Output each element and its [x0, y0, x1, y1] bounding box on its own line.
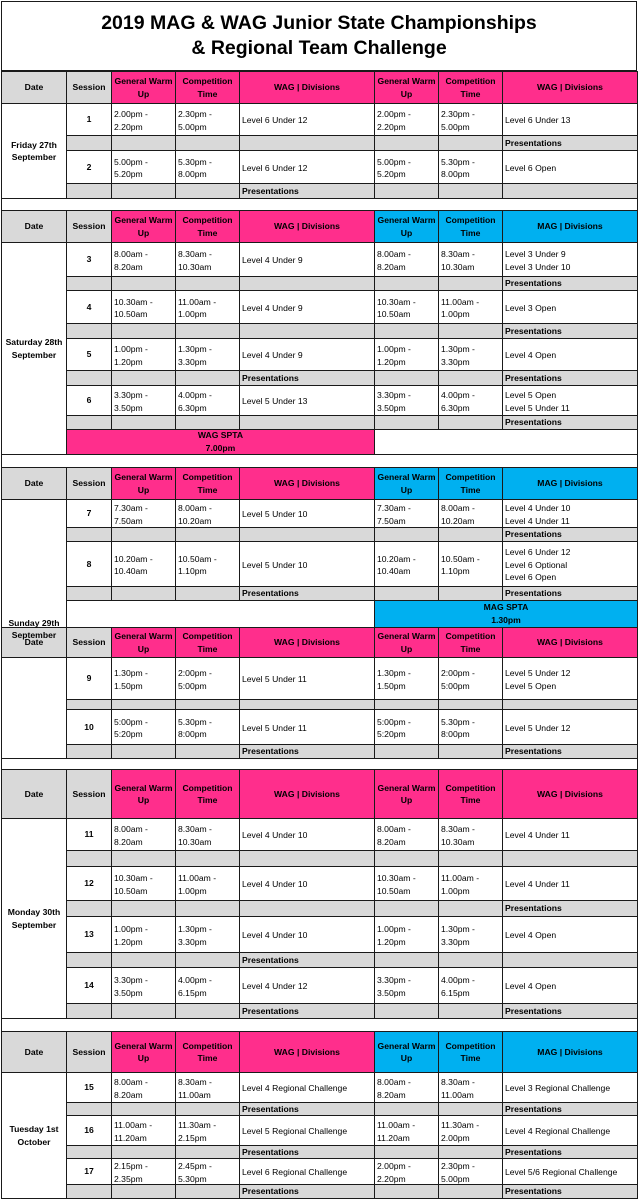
wag-warm-up-header: General Warm Up: [374, 769, 439, 819]
presentations-spacer: [374, 276, 439, 291]
right-division: Level 3 Open: [502, 290, 638, 324]
wag-competition-time-header: Competition Time: [175, 71, 240, 104]
wag-presentations-label: Presentations: [239, 1145, 375, 1159]
date-header: Date: [1, 467, 67, 500]
date-header: Date: [1, 71, 67, 104]
mag-spta-banner: MAG SPTA 1.30pm: [374, 600, 638, 628]
wag-competition-time: 1.30pm - 3.30pm: [175, 916, 240, 953]
right-competition-time: 11.00am - 1.00pm: [438, 866, 503, 901]
presentations-spacer: [438, 850, 503, 867]
presentations-spacer: [438, 415, 503, 430]
date-header: Date: [1, 210, 67, 243]
presentations-spacer: [66, 952, 112, 968]
wag-warm-up-time: 7.30am - 7.50am: [111, 499, 176, 528]
presentations-spacer: [66, 850, 112, 867]
wag-division: Level 4 Under 10: [239, 818, 375, 851]
presentations-spacer: [438, 1102, 503, 1116]
presentations-spacer: [374, 1003, 439, 1019]
day-date: Friday 27th September: [1, 103, 67, 199]
date-header: Date: [1, 769, 67, 819]
right-warm-up-time: 10.30am - 10.50am: [374, 866, 439, 901]
presentations-spacer: [66, 1102, 112, 1116]
presentations-spacer: [66, 1184, 112, 1199]
right-warm-up-time: 10.30am - 10.50am: [374, 290, 439, 324]
presentations-spacer: [438, 527, 503, 542]
session-header: Session: [66, 71, 112, 104]
wag-warm-up-time: 1.30pm - 1.50pm: [111, 657, 176, 700]
wag-competition-time: 4.00pm - 6.30pm: [175, 385, 240, 416]
presentations-spacer: [374, 1102, 439, 1116]
right-presentations-label: Presentations: [502, 135, 638, 151]
wag-spta-banner: WAG SPTA 7.00pm: [66, 429, 375, 455]
right-presentations-label: Presentations: [502, 323, 638, 339]
right-presentations-label: Presentations: [502, 744, 638, 759]
wag-presentations-label: [239, 135, 375, 151]
presentations-spacer: [111, 586, 176, 601]
wag-division: Level 5 Under 13: [239, 385, 375, 416]
wag-division: Level 4 Regional Challenge: [239, 1072, 375, 1103]
presentations-spacer: [438, 135, 503, 151]
right-competition-time: 10.50am - 1.10pm: [438, 541, 503, 587]
right-warm-up-time: 8.00am - 8.20am: [374, 818, 439, 851]
wag-warm-up-time: 8.00am - 8.20am: [111, 1072, 176, 1103]
right-competition-time: 8.30am - 10.30am: [438, 242, 503, 277]
right-competition-time: 1.30pm - 3.30pm: [438, 916, 503, 953]
wag-presentations-label: [239, 415, 375, 430]
session-header: Session: [66, 210, 112, 243]
session-number: 8: [66, 541, 112, 587]
presentations-spacer: [438, 323, 503, 339]
session-number: 3: [66, 242, 112, 277]
right-presentations-label: Presentations: [502, 586, 638, 601]
right-competition-time: 5.30pm - 8:00pm: [438, 709, 503, 745]
session-number: 4: [66, 290, 112, 324]
session-number: 12: [66, 866, 112, 901]
day-spacer: [1, 1018, 638, 1032]
presentations-spacer: [111, 527, 176, 542]
wag-warm-up-time: 11.00am - 11.20am: [111, 1115, 176, 1146]
wag-division: Level 6 Under 12: [239, 103, 375, 136]
wag-warm-up-time: 8.00am - 8.20am: [111, 818, 176, 851]
wag-division: Level 6 Under 12: [239, 150, 375, 184]
presentations-spacer: [111, 323, 176, 339]
presentations-spacer: [374, 900, 439, 917]
wag-divisions-header: WAG | Divisions: [239, 1031, 375, 1073]
presentations-spacer: [111, 135, 176, 151]
presentations-spacer: [374, 850, 439, 867]
wag-presentations-label: Presentations: [239, 1184, 375, 1199]
wag-warm-up-header: General Warm Up: [374, 71, 439, 104]
wag-division: Level 4 Under 10: [239, 866, 375, 901]
right-division: Level 3 Under 9 Level 3 Under 10: [502, 242, 638, 277]
presentations-spacer: [111, 952, 176, 968]
wag-warm-up-time: 10.30am - 10.50am: [111, 866, 176, 901]
wag-presentations-label: [239, 900, 375, 917]
right-division: Level 3 Regional Challenge: [502, 1072, 638, 1103]
wag-warm-up-time: 5.00pm - 5.20pm: [111, 150, 176, 184]
right-presentations-label: Presentations: [502, 1184, 638, 1199]
presentations-spacer: [175, 183, 240, 199]
right-division: Level 4 Open: [502, 967, 638, 1004]
wag-competition-time: 8.30am - 10.30am: [175, 242, 240, 277]
wag-competition-time-header: Competition Time: [175, 1031, 240, 1073]
wag-division: Level 4 Under 9: [239, 290, 375, 324]
presentations-spacer: [175, 370, 240, 386]
presentations-spacer: [175, 586, 240, 601]
wag-competition-time: 2.45pm - 5.30pm: [175, 1158, 240, 1185]
right-division: Level 4 Open: [502, 916, 638, 953]
presentations-spacer: [438, 952, 503, 968]
wag-presentations-label: [239, 527, 375, 542]
presentations-spacer: [175, 323, 240, 339]
right-warm-up-time: 8.00am - 8.20am: [374, 242, 439, 277]
presentations-spacer: [66, 1145, 112, 1159]
session-number: 14: [66, 967, 112, 1004]
wag-warm-up-time: 8.00am - 8.20am: [111, 242, 176, 277]
right-competition-time: 8.00am - 10.20am: [438, 499, 503, 528]
right-presentations-label: Presentations: [502, 1003, 638, 1019]
presentations-spacer: [374, 1145, 439, 1159]
mag-competition-time-header: Competition Time: [438, 210, 503, 243]
presentations-spacer: [175, 952, 240, 968]
date-header: Date: [1, 627, 67, 658]
presentations-spacer: [66, 1003, 112, 1019]
wag-competition-time: 5.30pm - 8.00pm: [175, 150, 240, 184]
wag-division: Level 6 Regional Challenge: [239, 1158, 375, 1185]
session-number: 17: [66, 1158, 112, 1185]
presentations-spacer: [175, 744, 240, 759]
wag-competition-time: 1.30pm - 3.30pm: [175, 338, 240, 371]
wag-division: Level 5 Under 11: [239, 709, 375, 745]
presentations-spacer: [438, 900, 503, 917]
presentations-spacer: [374, 1184, 439, 1199]
wag-presentations-label: [239, 276, 375, 291]
mag-divisions-header: MAG | Divisions: [502, 1031, 638, 1073]
wag-competition-time: 10.50am - 1.10pm: [175, 541, 240, 587]
mag-warm-up-header: General Warm Up: [374, 210, 439, 243]
right-warm-up-time: 11.00am - 11.20am: [374, 1115, 439, 1146]
wag-warm-up-time: 1.00pm - 1.20pm: [111, 916, 176, 953]
day-date: Saturday 28th September: [1, 242, 67, 455]
wag-warm-up-header: General Warm Up: [111, 71, 176, 104]
right-warm-up-time: 1.00pm - 1.20pm: [374, 338, 439, 371]
presentations-spacer: [374, 135, 439, 151]
right-competition-time: 2.30pm - 5.00pm: [438, 103, 503, 136]
wag-warm-up-time: 1.00pm - 1.20pm: [111, 338, 176, 371]
wag-presentations-label: Presentations: [239, 1102, 375, 1116]
session-number: 13: [66, 916, 112, 953]
wag-presentations-label: Presentations: [239, 744, 375, 759]
right-competition-time: 2:00pm - 5:00pm: [438, 657, 503, 700]
presentations-spacer: [66, 276, 112, 291]
wag-competition-time: 11.00am - 1.00pm: [175, 290, 240, 324]
mag-divisions-header: MAG | Divisions: [502, 467, 638, 500]
presentations-spacer: [66, 527, 112, 542]
presentations-spacer: [374, 527, 439, 542]
right-division: Level 6 Open: [502, 150, 638, 184]
presentations-spacer: [374, 370, 439, 386]
right-warm-up-time: 1.00pm - 1.20pm: [374, 916, 439, 953]
wag-competition-time-header: Competition Time: [438, 769, 503, 819]
right-competition-time: 11.30am - 2.00pm: [438, 1115, 503, 1146]
right-presentations-label: [502, 183, 638, 199]
mag-competition-time-header: Competition Time: [438, 467, 503, 500]
right-competition-time: 8.30am - 10.30am: [438, 818, 503, 851]
session-number: 10: [66, 709, 112, 745]
wag-warm-up-time: 5:00pm - 5:20pm: [111, 709, 176, 745]
mag-divisions-header: MAG | Divisions: [502, 210, 638, 243]
presentations-spacer: [111, 900, 176, 917]
presentations-spacer: [111, 183, 176, 199]
right-division: Level 5 Under 12 Level 5 Open: [502, 657, 638, 700]
presentations-spacer: [175, 1145, 240, 1159]
right-warm-up-time: 2.00pm - 2.20pm: [374, 103, 439, 136]
wag-presentations-label: Presentations: [239, 586, 375, 601]
right-competition-time: 4.00pm - 6.30pm: [438, 385, 503, 416]
session-number: 15: [66, 1072, 112, 1103]
presentations-spacer: [111, 1184, 176, 1199]
presentations-spacer: [438, 183, 503, 199]
wag-division: Level 4 Under 12: [239, 967, 375, 1004]
document-title: [1, 1, 637, 71]
wag-divisions-header: WAG | Divisions: [502, 769, 638, 819]
presentations-spacer: [175, 1003, 240, 1019]
right-division: Level 4 Open: [502, 338, 638, 371]
right-competition-time: 2.30pm - 5.00pm: [438, 1158, 503, 1185]
wag-competition-time-header: Competition Time: [175, 769, 240, 819]
presentations-spacer: [111, 415, 176, 430]
schedule-sheet: [1, 1, 637, 1199]
wag-presentations-label: Presentations: [239, 1003, 375, 1019]
right-division: Level 4 Under 11: [502, 818, 638, 851]
wag-competition-time: 2:00pm - 5:00pm: [175, 657, 240, 700]
right-warm-up-time: 3.30pm - 3.50pm: [374, 967, 439, 1004]
right-division: Level 5 Under 12: [502, 709, 638, 745]
right-presentations-label: Presentations: [502, 900, 638, 917]
right-division: Level 6 Under 12 Level 6 Optional Level 6 Open: [502, 541, 638, 587]
right-presentations-label: Presentations: [502, 527, 638, 542]
session-number: 5: [66, 338, 112, 371]
right-division: Level 6 Under 13: [502, 103, 638, 136]
presentations-spacer: [111, 276, 176, 291]
wag-presentations-label: Presentations: [239, 952, 375, 968]
presentations-spacer: [111, 1003, 176, 1019]
wag-presentations-label: [239, 850, 375, 867]
wag-division: Level 4 Under 10: [239, 916, 375, 953]
wag-division: Level 4 Under 9: [239, 242, 375, 277]
mag-warm-up-header: General Warm Up: [374, 467, 439, 500]
presentations-spacer: [66, 183, 112, 199]
presentations-spacer: [66, 370, 112, 386]
mag-warm-up-header: General Warm Up: [374, 1031, 439, 1073]
day-spacer: [1, 454, 638, 468]
wag-division: Level 5 Regional Challenge: [239, 1115, 375, 1146]
right-presentations-label: Presentations: [502, 415, 638, 430]
session-header: Session: [66, 1031, 112, 1073]
wag-warm-up-header: General Warm Up: [111, 1031, 176, 1073]
presentations-spacer: [111, 1102, 176, 1116]
right-presentations-label: Presentations: [502, 276, 638, 291]
session-header: Session: [66, 627, 112, 658]
session-number: 2: [66, 150, 112, 184]
wag-competition-time: 4.00pm - 6.15pm: [175, 967, 240, 1004]
presentations-spacer: [111, 850, 176, 867]
day-date: Sunday 29th September: [1, 499, 67, 759]
wag-competition-time-header: Competition Time: [175, 210, 240, 243]
right-division: Level 4 Under 11: [502, 866, 638, 901]
session-number: 9: [66, 657, 112, 700]
wag-divisions-header: WAG | Divisions: [502, 71, 638, 104]
right-warm-up-time: 1.30pm - 1.50pm: [374, 657, 439, 700]
right-division: Level 5 Open Level 5 Under 11: [502, 385, 638, 416]
presentations-spacer: [438, 1003, 503, 1019]
right-warm-up-time: 5.00pm - 5.20pm: [374, 150, 439, 184]
right-competition-time: 1.30pm - 3.30pm: [438, 338, 503, 371]
wag-divisions-header: WAG | Divisions: [239, 210, 375, 243]
presentations-spacer: [175, 276, 240, 291]
presentations-spacer: [111, 1145, 176, 1159]
presentations-spacer: [66, 135, 112, 151]
presentations-spacer: [374, 744, 439, 759]
right-division: Level 4 Regional Challenge: [502, 1115, 638, 1146]
presentations-spacer: [66, 900, 112, 917]
wag-competition-time: 11.30am - 2.15pm: [175, 1115, 240, 1146]
wag-warm-up-header: General Warm Up: [111, 210, 176, 243]
title-line-2: & Regional Team Challenge: [191, 37, 447, 59]
right-competition-time: 11.00am - 1.00pm: [438, 290, 503, 324]
wag-competition-time-header: Competition Time: [438, 71, 503, 104]
wag-warm-up-time: 3.30pm - 3.50pm: [111, 385, 176, 416]
presentations-spacer: [111, 370, 176, 386]
presentations-spacer: [438, 370, 503, 386]
session-number: 6: [66, 385, 112, 416]
right-warm-up-time: 3.30pm - 3.50pm: [374, 385, 439, 416]
presentations-spacer: [374, 323, 439, 339]
wag-competition-time: 2.30pm - 5.00pm: [175, 103, 240, 136]
wag-warm-up-header: General Warm Up: [374, 627, 439, 658]
presentations-spacer: [66, 323, 112, 339]
wag-division: Level 5 Under 10: [239, 499, 375, 528]
presentations-spacer: [374, 586, 439, 601]
presentations-spacer: [175, 415, 240, 430]
presentations-spacer: [175, 900, 240, 917]
right-warm-up-time: 10.20am - 10.40am: [374, 541, 439, 587]
wag-presentations-label: [239, 323, 375, 339]
wag-divisions-header: WAG | Divisions: [239, 769, 375, 819]
wag-divisions-header: WAG | Divisions: [502, 627, 638, 658]
right-warm-up-time: 7.30am - 7.50am: [374, 499, 439, 528]
right-division: Level 5/6 Regional Challenge: [502, 1158, 638, 1185]
wag-warm-up-time: 10.30am - 10.50am: [111, 290, 176, 324]
presentations-spacer: [111, 744, 176, 759]
session-number: 1: [66, 103, 112, 136]
right-competition-time: 5.30pm - 8.00pm: [438, 150, 503, 184]
presentations-spacer: [438, 586, 503, 601]
banner-blank: [66, 600, 375, 628]
wag-warm-up-time: 2.00pm - 2.20pm: [111, 103, 176, 136]
title-line-1: 2019 MAG & WAG Junior State Championships: [101, 12, 537, 34]
session-number: 7: [66, 499, 112, 528]
presentations-spacer: [374, 183, 439, 199]
wag-warm-up-time: 3.30pm - 3.50pm: [111, 967, 176, 1004]
wag-competition-time: 5.30pm - 8:00pm: [175, 709, 240, 745]
session-number: 16: [66, 1115, 112, 1146]
presentations-spacer: [438, 1184, 503, 1199]
wag-presentations-label: Presentations: [239, 370, 375, 386]
right-competition-time: 4.00pm - 6.15pm: [438, 967, 503, 1004]
right-presentations-label: Presentations: [502, 370, 638, 386]
mag-competition-time-header: Competition Time: [438, 1031, 503, 1073]
session-header: Session: [66, 769, 112, 819]
date-header: Date: [1, 1031, 67, 1073]
presentations-spacer: [438, 276, 503, 291]
wag-competition-time-header: Competition Time: [175, 467, 240, 500]
presentations-spacer: [66, 586, 112, 601]
wag-warm-up-time: 10.20am - 10.40am: [111, 541, 176, 587]
right-warm-up-time: 8.00am - 8.20am: [374, 1072, 439, 1103]
presentations-spacer: [175, 1102, 240, 1116]
right-presentations-label: Presentations: [502, 1145, 638, 1159]
wag-divisions-header: WAG | Divisions: [239, 71, 375, 104]
wag-competition-time-header: Competition Time: [175, 627, 240, 658]
right-presentations-label: [502, 850, 638, 867]
presentations-spacer: [175, 1184, 240, 1199]
wag-warm-up-time: 2.15pm - 2.35pm: [111, 1158, 176, 1185]
day-date: Tuesday 1st October: [1, 1072, 67, 1199]
wag-presentations-label: Presentations: [239, 183, 375, 199]
wag-warm-up-header: General Warm Up: [111, 769, 176, 819]
presentations-spacer: [438, 1145, 503, 1159]
wag-divisions-header: WAG | Divisions: [239, 627, 375, 658]
banner-blank: [374, 429, 638, 455]
wag-competition-time: 8.30am - 10.30am: [175, 818, 240, 851]
wag-division: Level 4 Under 9: [239, 338, 375, 371]
wag-division: Level 5 Under 11: [239, 657, 375, 700]
presentations-spacer: [66, 744, 112, 759]
presentations-spacer: [175, 527, 240, 542]
day-date: Monday 30th September: [1, 818, 67, 1019]
right-presentations-label: [502, 952, 638, 968]
right-warm-up-time: 2.00pm - 2.20pm: [374, 1158, 439, 1185]
presentations-spacer: [175, 850, 240, 867]
wag-warm-up-header: General Warm Up: [111, 467, 176, 500]
wag-warm-up-header: General Warm Up: [111, 627, 176, 658]
wag-competition-time: 8.30am - 11.00am: [175, 1072, 240, 1103]
wag-division: Level 5 Under 10: [239, 541, 375, 587]
wag-competition-time: 11.00am - 1.00pm: [175, 866, 240, 901]
presentations-spacer: [374, 415, 439, 430]
session-header: Session: [66, 467, 112, 500]
wag-divisions-header: WAG | Divisions: [239, 467, 375, 500]
presentations-spacer: [438, 744, 503, 759]
right-warm-up-time: 5:00pm - 5:20pm: [374, 709, 439, 745]
wag-competition-time: 8.00am - 10.20am: [175, 499, 240, 528]
right-presentations-label: Presentations: [502, 1102, 638, 1116]
presentations-spacer: [175, 135, 240, 151]
right-division: Level 4 Under 10 Level 4 Under 11: [502, 499, 638, 528]
session-number: 11: [66, 818, 112, 851]
right-competition-time: 8.30am - 11.00am: [438, 1072, 503, 1103]
presentations-spacer: [374, 952, 439, 968]
presentations-spacer: [66, 415, 112, 430]
wag-competition-time-header: Competition Time: [438, 627, 503, 658]
